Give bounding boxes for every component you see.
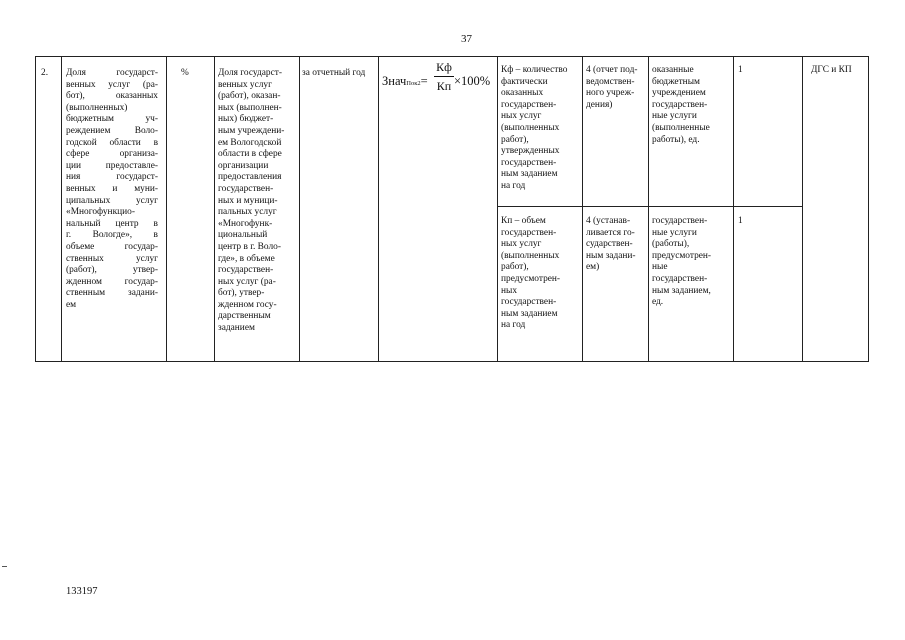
- text-line: государствен-: [501, 157, 557, 168]
- col-border: [61, 56, 62, 362]
- formula-multiplier: ×100%: [454, 74, 491, 88]
- text-line: 4 (устанав-: [586, 216, 631, 226]
- row-divider: [497, 206, 802, 207]
- col-border: [214, 56, 215, 362]
- text-line: бюджетным: [652, 76, 700, 87]
- basic-indicator-value: 1: [738, 65, 743, 75]
- text-line: ливается го-: [586, 227, 635, 238]
- table-bottom-border: [35, 361, 869, 362]
- col-border: [299, 56, 300, 362]
- formula-numerator: Кф: [436, 60, 452, 74]
- col-border: [648, 56, 649, 362]
- text-line: ных: [501, 285, 518, 296]
- indicator-name: [66, 68, 158, 311]
- col-border: [497, 56, 498, 362]
- col-border: [802, 56, 803, 362]
- text-line: ем: [66, 299, 77, 310]
- text-line: на год: [501, 320, 526, 331]
- text-line: дения): [586, 99, 613, 110]
- period: за отчетный год: [302, 68, 366, 78]
- text-line: венных услуг (ра-: [66, 79, 158, 90]
- text-line: пальных услуг: [218, 207, 277, 218]
- text-line: сударствен-: [586, 239, 633, 250]
- collection-method: [586, 216, 646, 274]
- text-line: ного учреж-: [586, 88, 635, 99]
- text-line: учреждением: [652, 88, 706, 99]
- text-line: ципальных услуг: [66, 195, 158, 206]
- text-line: объеме государ-: [66, 241, 158, 252]
- col-border: [582, 56, 583, 362]
- text-line: ем Вологодской: [218, 137, 282, 148]
- text-line: ным учреждени-: [218, 125, 285, 136]
- col-border: [733, 56, 734, 362]
- basic-indicator-value: 1: [738, 216, 743, 226]
- text-line: ные услуги: [652, 227, 697, 238]
- text-line: ственным задани-: [66, 288, 158, 299]
- text-line: бот), утвер-: [218, 288, 265, 299]
- text-line: годской области в: [66, 137, 158, 148]
- text-line: (работ), утвер-: [66, 265, 158, 276]
- basic-indicator: [501, 216, 579, 332]
- text-line: реждением Воло-: [66, 125, 158, 136]
- indicator-definition: [218, 68, 296, 335]
- text-line: Кф – количество: [501, 65, 568, 75]
- text-line: фактически: [501, 76, 548, 87]
- text-line: ных (выполнен-: [218, 102, 282, 113]
- text-line: 4 (отчет под-: [586, 65, 638, 75]
- text-line: государствен-: [652, 273, 708, 284]
- text-line: (выполненные: [652, 122, 710, 133]
- text-line: ные услуги: [652, 111, 697, 122]
- text-line: работ),: [501, 134, 529, 145]
- text-line: центр в г. Воло-: [218, 241, 281, 252]
- text-line: государствен-: [652, 216, 708, 226]
- text-line: государствен-: [218, 183, 274, 194]
- text-line: ственных услуг: [66, 253, 158, 264]
- text-line: (выполненных: [501, 122, 560, 133]
- text-line: (выполненных): [66, 102, 128, 113]
- text-line: государствен-: [218, 265, 274, 276]
- text-line: бот), оказанных: [66, 91, 158, 102]
- collection-method: [586, 65, 646, 111]
- text-line: оказанных: [501, 88, 544, 99]
- text-line: Доля государст-: [218, 68, 282, 78]
- text-line: Кп – объем: [501, 216, 546, 226]
- text-line: «Многофункцио-: [66, 207, 135, 218]
- text-line: ных и муници-: [218, 195, 278, 206]
- col-border: [868, 56, 869, 362]
- table-top-border: [35, 56, 869, 57]
- text-line: жденном государ-: [66, 276, 158, 287]
- text-line: ным задани-: [586, 250, 636, 261]
- formula-name: ЗначПок2=: [382, 74, 428, 88]
- text-line: (выполненных: [501, 250, 560, 261]
- text-line: работ),: [501, 262, 529, 273]
- text-line: заданием: [218, 323, 255, 334]
- row-number: 2.: [41, 68, 49, 78]
- text-line: утвержденных: [501, 146, 560, 157]
- text-line: ед.: [652, 297, 664, 308]
- text-line: ных услуг: [501, 111, 542, 122]
- text-line: государствен-: [501, 227, 557, 238]
- text-line: венных услуг: [218, 79, 272, 90]
- formula-denominator: Кп: [436, 79, 452, 93]
- text-line: где», в объеме: [218, 253, 275, 264]
- text-line: ния государст-: [66, 172, 158, 183]
- basic-indicator-unit: [652, 65, 730, 146]
- basic-indicator: [501, 65, 579, 193]
- text-line: ных услуг (ра-: [218, 276, 276, 287]
- text-line: ным заданием: [501, 308, 558, 319]
- text-line: на год: [501, 180, 526, 191]
- margin-mark: [2, 566, 7, 567]
- text-line: нальный центр в: [66, 218, 158, 229]
- text-line: Доля государст-: [66, 68, 158, 78]
- text-line: венных и муни-: [66, 183, 158, 194]
- text-line: ным заданием: [501, 169, 558, 180]
- text-line: (работ), оказан-: [218, 91, 281, 102]
- col-border: [166, 56, 167, 362]
- text-line: предусмотрен-: [652, 250, 712, 261]
- text-line: циональный: [218, 230, 268, 241]
- text-line: государствен-: [652, 99, 708, 110]
- text-line: бюджетным уч-: [66, 114, 158, 125]
- text-line: работы), ед.: [652, 134, 700, 145]
- page-number: 37: [461, 33, 472, 45]
- text-line: «Многофунк-: [218, 218, 273, 229]
- text-line: ным заданием,: [652, 285, 711, 296]
- text-line: государствен-: [501, 99, 557, 110]
- formula-fraction: [434, 60, 454, 94]
- text-line: дарственным: [218, 311, 271, 322]
- text-line: сфере организа-: [66, 149, 158, 160]
- text-line: ных) бюджет-: [218, 114, 274, 125]
- col-border: [35, 56, 36, 362]
- text-line: (работы),: [652, 239, 690, 250]
- unit-of-measure: %: [181, 68, 189, 78]
- text-line: оказанные: [652, 65, 694, 75]
- indicator-table: [35, 56, 869, 362]
- text-line: организации: [218, 160, 269, 171]
- text-line: ведомствен-: [586, 76, 635, 87]
- responsible-authority: ДГС и КП: [811, 65, 852, 75]
- text-line: г. Вологде», в: [66, 230, 158, 241]
- basic-indicator-unit: [652, 216, 730, 309]
- text-line: ем): [586, 262, 600, 273]
- text-line: ции предоставле-: [66, 160, 158, 171]
- text-line: ные: [652, 262, 668, 273]
- document-code: 133197: [66, 586, 98, 597]
- text-line: государствен-: [501, 297, 557, 308]
- text-line: ных услуг: [501, 239, 542, 250]
- text-line: области в сфере: [218, 149, 282, 160]
- text-line: жденном госу-: [218, 299, 277, 310]
- text-line: предоставления: [218, 172, 282, 183]
- text-line: предусмотрен-: [501, 273, 561, 284]
- col-border: [378, 56, 379, 362]
